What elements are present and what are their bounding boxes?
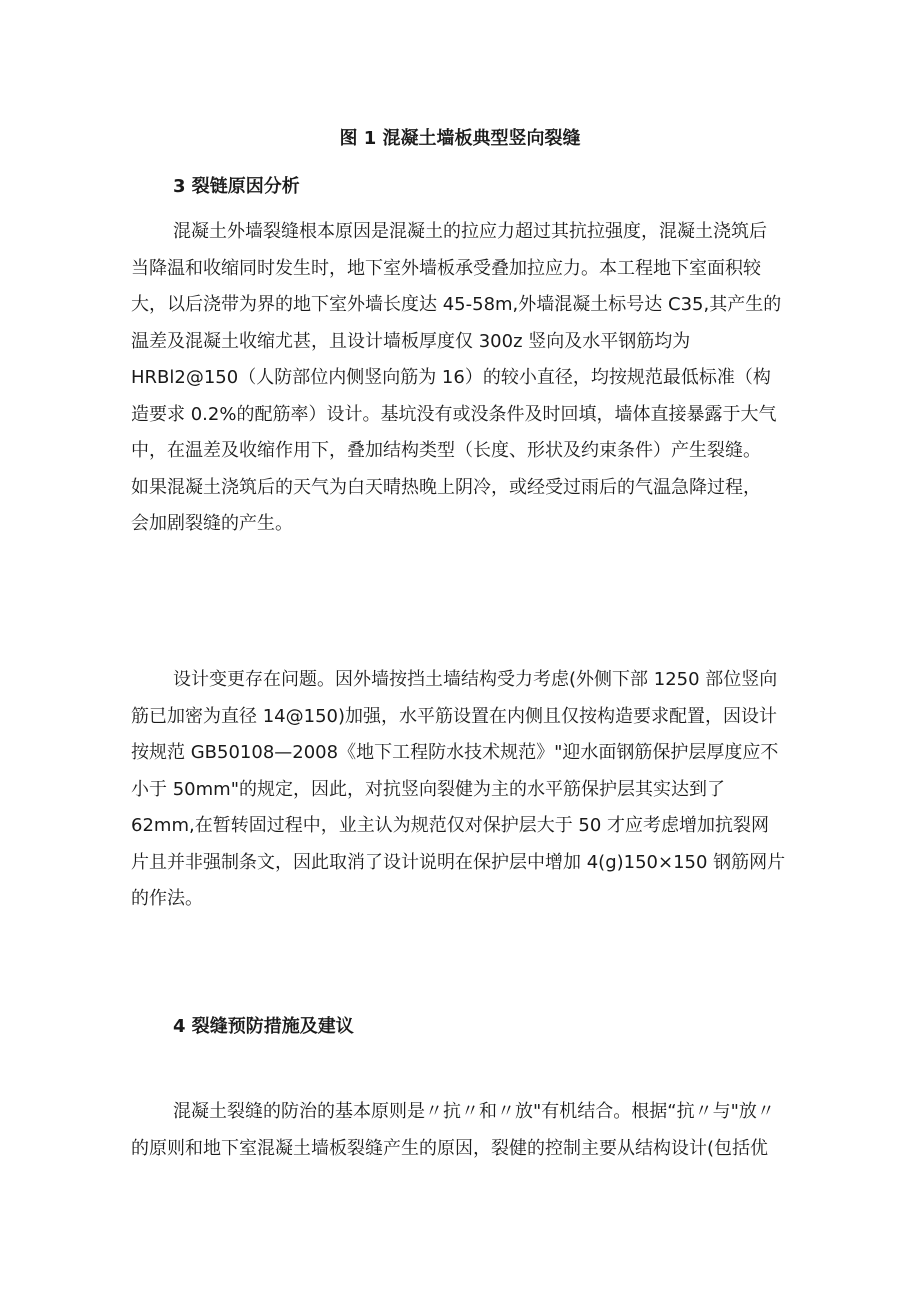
text-line: 62mm,在暂转固过程中，业主认为规范仅对保护层大于 50 才应考虑增加抗裂网 (131, 815, 770, 836)
text-line: 温差及混凝土收缩尤甚，且设计墙板厚度仅 300z 竖向及水平钢筋均为 (131, 330, 691, 352)
text-line: 的原则和地下室混凝土墙板裂缝产生的原因，裂健的控制主要从结构设计(包括优 (131, 1137, 769, 1159)
section-3-heading: 3 裂链原因分析 (173, 176, 300, 197)
text-line: 小于 50mm"的规定，因此，对抗竖向裂健为主的水平筋保护层其实达到了 (131, 778, 725, 800)
text-line: 当降温和收缩同时发生时，地下室外墙板承受叠加拉应力。本工程地下室面积较 (131, 257, 761, 279)
section-3-paragraph-1 (131, 214, 793, 543)
text-line: 混凝土裂缝的防治的基本原则是〃抗〃和〃放"有机结合。根据“抗〃与"放〃 (173, 1101, 775, 1122)
text-line: 混凝土外墙裂缝根本原因是混凝土的拉应力超过其抗拉强度，混凝土浇筑后 (173, 221, 767, 242)
text-line: 片且并非强制条文，因此取消了设计说明在保护层中增加 4(g)150×150 钢筋网片 (131, 851, 786, 873)
text-line: 筋已加密为直径 14@150)加强，水平筋设置在内侧且仅按构造要求配置，因设计 (131, 705, 778, 727)
section-4-heading: 4 裂缝预防措施及建议 (173, 1016, 354, 1037)
section-4-paragraph-1 (131, 1094, 793, 1167)
text-line: 的作法。 (131, 888, 203, 909)
text-line: 设计变更存在问题。因外墙按挡土墙结构受力考虑(外侧下部 1250 部位竖向 (173, 669, 778, 690)
text-line: 造要求 0.2%的配筋率）设计。基坑没有或没条件及时回填，墙体直接暴露于大气 (131, 403, 777, 425)
text-line: 按规范 GB50108—2008《地下工程防水技术规范》"迎水面钢筋保护层厚度应不 (131, 742, 779, 763)
text-line: 大，以后浇带为界的地下室外墙长度达 45-58m,外墙混凝土标号达 C35,其产生的 (131, 294, 782, 315)
figure-caption: 图 1 混凝土墙板典型竖向裂缝 (339, 128, 581, 149)
text-line: 中，在温差及收缩作用下，叠加结构类型（长度、形状及约束条件）产生裂缝。 (131, 440, 761, 461)
text-line: HRBl2@150（人防部位内侧竖向筋为 16）的较小直径，均按规范最低标准（构 (131, 367, 771, 388)
text-line: 如果混凝土浇筑后的天气为白天晴热晚上阴冷，或经受过雨后的气温急降过程， (131, 476, 761, 498)
section-3-paragraph-2 (131, 662, 793, 918)
text-line: 会加剧裂缝的产生。 (131, 513, 293, 534)
